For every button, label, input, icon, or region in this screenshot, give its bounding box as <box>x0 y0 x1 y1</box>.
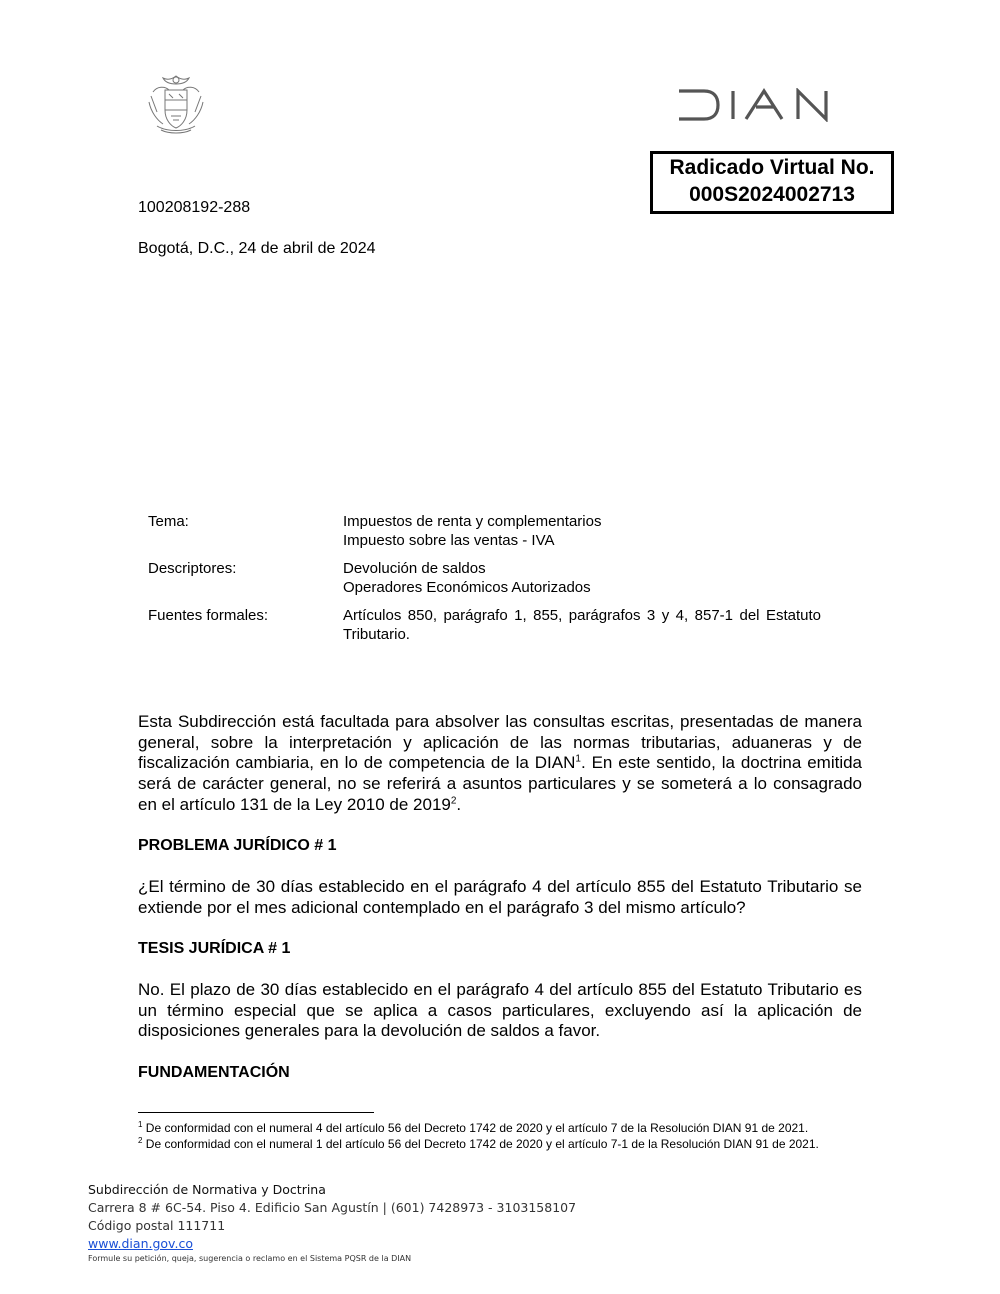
fuentes-label: Fuentes formales: <box>148 607 269 624</box>
footer-department: Subdirección de Normativa y Doctrina <box>88 1182 326 1197</box>
tesis-heading: TESIS JURÍDICA # 1 <box>138 940 291 957</box>
dian-logo <box>676 88 860 122</box>
footnote-ref: 1 <box>575 753 581 765</box>
descriptores-label: Descriptores: <box>148 560 237 577</box>
descriptor-value: Devolución de saldos <box>343 560 486 577</box>
fuentes-value: Artículos 850, parágrafo 1, 855, parágrafos 3 y 4, 857-1 del Estatuto Tributario. <box>343 607 821 643</box>
footnote <box>138 1137 862 1152</box>
reference-number: 100208192-288 <box>138 199 251 216</box>
footer-postal-code: Código postal 111711 <box>88 1218 226 1233</box>
tema-label: Tema: <box>148 513 189 530</box>
descriptor-value: Operadores Económicos Autorizados <box>343 579 591 596</box>
date-line: Bogotá, D.C., 24 de abril de 2024 <box>138 240 376 257</box>
descriptores-values <box>343 559 821 597</box>
radicado-box <box>650 151 894 214</box>
tema-value: Impuestos de renta y complementarios <box>343 513 602 530</box>
problema-text: ¿El término de 30 días establecido en el parágrafo 4 del artículo 855 del Estatuto Tributario se extiende por el mes adicional contemplado en el parágrafo 3 del mismo artículo? <box>138 877 862 917</box>
radicado-number: 000S2024002713 <box>689 183 855 206</box>
tesis-text: No. El plazo de 30 días establecido en el parágrafo 4 del artículo 855 del Estatuto Tributario es un término especial que se aplica a casos particulares, excluyendo así la aplicación de disposiciones generales para la devolución de saldos a favor. <box>138 980 862 1041</box>
intro-text: Esta Subdirección está facultada para absolver las consultas escritas, presentadas de manera general, sobre la interpretación y aplicación de las normas tributarias, aduaneras y de fiscalización cambiaria, en lo de competencia de la DIAN <box>138 712 862 773</box>
footnote <box>138 1121 862 1136</box>
dian-logo-text: DIAN <box>676 88 679 89</box>
intro-text: . En este sentido, la doctrina emitida será de carácter general, no se referirá a asuntos particulares y se someterá a lo consagrado en el artículo 131 de la Ley 2010 de 2019 <box>138 753 862 814</box>
footer-pqsr-note: Formule su petición, queja, sugerencia o reclamo en el Sistema PQSR de la DIAN <box>88 1254 412 1263</box>
footnote-number: 2 <box>138 1136 143 1145</box>
coat-of-arms-icon <box>143 72 209 138</box>
tema-value: Impuesto sobre las ventas - IVA <box>343 532 555 549</box>
footnote-number: 1 <box>138 1120 143 1129</box>
footer-address: Carrera 8 # 6C-54. Piso 4. Edificio San Agustín | (601) 7428973 - 3103158107 <box>88 1200 577 1215</box>
intro-text: . <box>456 794 462 814</box>
tema-values <box>343 512 821 550</box>
radicado-label: Radicado Virtual No. <box>669 156 875 179</box>
intro-paragraph <box>138 712 862 816</box>
footnote-text: De conformidad con el numeral 1 del artículo 56 del Decreto 1742 de 2020 y el artículo 7-1 de la Resolución DIAN 91 de 2021. <box>142 1137 819 1151</box>
footnote-divider <box>138 1112 374 1113</box>
footer-website-link[interactable]: www.dian.gov.co <box>88 1236 193 1251</box>
problema-heading: PROBLEMA JURÍDICO # 1 <box>138 837 337 854</box>
footnote-text: De conformidad con el numeral 4 del artículo 56 del Decreto 1742 de 2020 y el artículo 7 de la Resolución DIAN 91 de 2021. <box>142 1121 809 1135</box>
fundamentacion-heading: FUNDAMENTACIÓN <box>138 1064 290 1081</box>
footnote-ref: 2 <box>450 795 457 807</box>
